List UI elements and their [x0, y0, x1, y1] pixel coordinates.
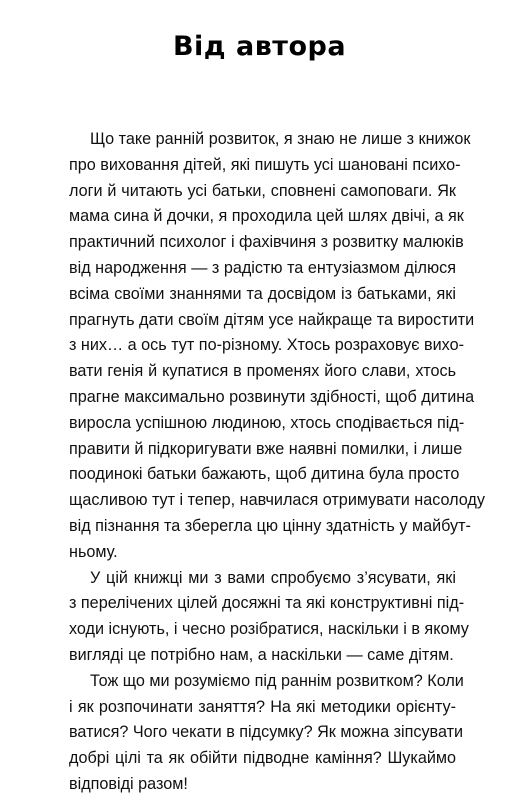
paragraph-3 [69, 669, 464, 798]
text-line: всіма своїми знаннями та досвідом із батьками, які [69, 284, 456, 303]
paragraph-2 [69, 566, 469, 669]
text-line: мама сина й дочки, я проходила цей шлях двічі, а як [69, 207, 464, 226]
text-line: ватися? Чого чекати в підсумку? Як можна зіпсувати [69, 723, 464, 742]
text-line: ходи існують, і чесно розібратися, наскільки і в якому [69, 620, 469, 639]
body-text [69, 127, 485, 798]
text-line: від народження — з радістю та ентузіазмом ділюся [69, 258, 456, 277]
text-line: і як розпочинати заняття? На які методики орієнту- [69, 697, 456, 716]
text-line: прагне максимально розвинути здібності, щоб дитина [69, 387, 475, 406]
chapter-title: Від автора [172, 31, 347, 62]
text-line: вигляді це потрібно нам, а наскільки — саме дітям. [69, 645, 454, 664]
text-line: правити й підкоригувати вже наявні помилки, і лише [69, 439, 463, 458]
text-line: добрі цілі та як обійти підводне каміння? Шукаймо [69, 749, 456, 768]
text-line: вати генія й купатися в променях його слави, хтось [69, 362, 456, 381]
text-line: ньому. [69, 542, 118, 561]
text-line: прагнуть дати своїм дітям усе найкраще та виростити [69, 310, 475, 329]
text-line: з перелічених цілей досяжні та які конструктивні під- [69, 594, 465, 613]
text-line: з них… а ось тут по-різному. Хтось розраховує вихо- [69, 336, 464, 355]
text-line: Тож що ми розуміємо під раннім розвитком? Коли [90, 671, 464, 690]
text-line: поодинокі батьки бажають, щоб дитина була просто [69, 465, 460, 484]
text-line: У цій книжці ми з вами спробуємо з’ясувати, які [90, 568, 456, 587]
text-line: щасливою тут і тепер, навчилася отримувати насолоду [69, 491, 485, 510]
text-line: логи й читають усі батьки, сповнені самоповаги. Як [69, 181, 456, 200]
paragraph-1 [69, 127, 485, 566]
text-line: практичний психолог і фахівчиня з розвитку малюків [69, 233, 464, 252]
text-line: про виховання дітей, які пишуть усі шановані психо- [69, 155, 461, 174]
text-line: Що таке ранній розвиток, я знаю не лише з книжок [90, 130, 471, 148]
text-line: від пізнання та зберегла цю цінну здатність у майбут- [69, 516, 471, 535]
text-line: відповіді разом! [69, 774, 188, 793]
text-line: виросла успішною людиною, хтось сподівається під- [69, 413, 465, 432]
